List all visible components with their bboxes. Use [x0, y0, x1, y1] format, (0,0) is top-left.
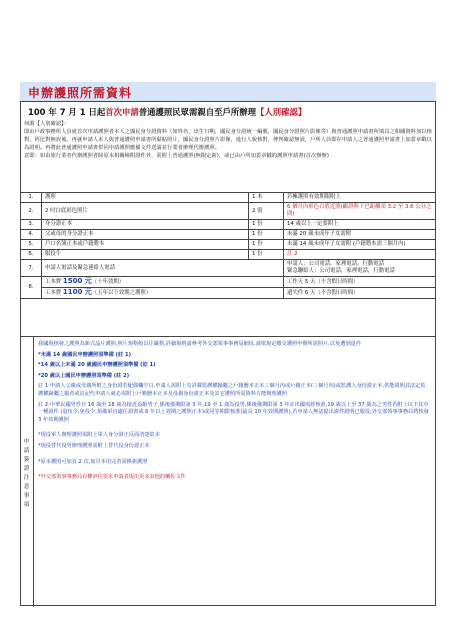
contact-applicant: 申請人：公司電話，家裡電話，行動電話 [287, 261, 385, 267]
row-no: 4. [21, 230, 42, 240]
notes-label: 申 請 簽 證 注 意 事 項 [20, 337, 34, 607]
row-note: 未滿 14 歲未成年子女需附 (戶籍謄本需三個月內) [284, 240, 436, 250]
subtitle-first: 首次申請 [105, 107, 139, 117]
table-row-fee [21, 288, 436, 299]
note-under-14: *未滿 14 歲國民申辦護照須準備 (註 1) [38, 351, 131, 358]
subtitle-verify: 【人別確認】 [255, 107, 307, 117]
table-row [21, 250, 436, 260]
row-qty: 1 份 [249, 240, 284, 250]
row-item: 父或母的身分證正本 [42, 230, 249, 240]
intro-heading: 何謂【人別確認】： [24, 121, 70, 127]
table-row [21, 220, 436, 230]
subtitle-date: 100 年 7 月 1 日起 [28, 107, 106, 117]
row-no: 5. [21, 240, 42, 250]
note-14-20: *14 歲以上未滿 20 歲國民申辦護照須準備 (註 1) [38, 362, 156, 369]
table-row [21, 193, 436, 203]
row-qty: 1 本 [249, 193, 284, 203]
title-bar [20, 82, 436, 102]
table-row-fee [21, 277, 436, 288]
fee-youth-days: 遺失件 6 天（不含假日時間） [284, 288, 436, 299]
note-alternative-service: *現役替代役男辦理護照需附上替代役身份證正本 [38, 442, 150, 449]
intro-section [24, 120, 432, 160]
contact-emergency: 緊急聯絡人：公司電話，家裡電話，行動電話 [287, 268, 395, 274]
note-over-20: *20 歲以上國民申辦護照須準備 (註 2) [38, 372, 130, 379]
notes-section [20, 336, 436, 606]
row-note: 若擁護照有效期限附上 [284, 193, 436, 203]
note-extra-pages: *原本護照可加貢 2 次,加頁本用完者需換新護照 [38, 458, 148, 465]
fee-youth: 工本費 1100 元（五年以下效期之護照） [42, 288, 284, 299]
note-photo: 我國現核發之護照為新式晶片護照,照片規格較以往嚴格,詳細規格請參考外交部領事事務局網址,請依規定繳交護照申辦所需照片,以免遭到退件 [38, 341, 362, 347]
fee-normal-days: 工作天 5 天（不含假日時間） [284, 277, 436, 288]
row-item: 身分證正本 [42, 220, 249, 230]
table-row [21, 230, 436, 240]
subtitle-rest: 普通護照民眾需親自至戶所辦理 [138, 107, 256, 117]
row-no: 1. [21, 193, 42, 203]
row-item: 護照 [42, 193, 249, 203]
row-no: 8. [21, 277, 42, 299]
table-row [21, 240, 436, 250]
note-footnote-1: 註 1:申請人父親或母親所附之身份證若配偶欄空白,申請人需附上有詳載監護權歸屬之戶籍謄本正本三個月內或戶籍正本(三個月內)或監護人身份證正本,供能證明其法定監護權歸屬之親者或註記代申請人就必需附上戶籍謄本正本及母親身份證正本及其它護照所需資料方能辦理護照 [38, 383, 426, 397]
note-footnote-2: 註 2:中華民國男性自 16 歲至 18 歲為接近役齡男子,係後備期限第 3 年,19 至 1 歲為役男,係後備期限第 3 年註出國需經核准,19 歲以上至 37 歲為之男性若附上以下其中一種證件 (退伍令,免役令,預備軍官適任證書或 6 年以上效期之護照正本)或同等期限核准(最長 10 年效期護照),若申請人無法提出證件證明已服役,外交部領事事務局將核發 3 年效期護照 [38, 401, 429, 423]
subtitle [28, 106, 306, 118]
row-qty: 2 張 [249, 203, 284, 220]
note-additional-docs: *外交部領事事務局有權評估要求申請者提出更多其他的輔佐文件 [38, 474, 186, 481]
requirements-table [20, 192, 436, 299]
row-no: 3. [21, 220, 42, 230]
table-row-contact [21, 260, 436, 277]
row-note: 14 歲以上一定要附上 [284, 220, 436, 230]
intro-paragraph-1: 即由戶政事務所人員就首次申請護照者本人之國民身分證資料（如姓名，出生日期，國民身分證統一編號，國民身分證照片影像等）與普通護照申請書所填具之相關資料加以核對，經比對無誤後，再就申請人本人與普通護照申請書所黏貼照片，國民身分證照片影像，進行人貌核對，俾判確認無誤，戶所人員即在申請人之普通護照申請書上加蓋章戳以為證明。再將此普通護照申請書併同申請護照應備文件送請並行業者辦理代辦護照。 [24, 129, 432, 151]
intro-paragraph-2: 意即：如由旅行業者代辦護照者除原本相關檢附證件外，需附上普通護照(無限定新)，或已由戶所加蓋章戳的護照申請書(首次辦辦) [24, 153, 329, 159]
row-item: 戶口名簿正本或戶籍謄本 [42, 240, 249, 250]
notes-body [38, 341, 430, 485]
row-item: 服役牛 [42, 250, 249, 260]
row-note: 未滿 20 歲未成年子女需附 [284, 230, 436, 240]
fee-normal: 工本費 1500 元（十年效期） [42, 277, 284, 288]
row-item: 2 吋白底彩色照片 [42, 203, 249, 220]
row-note: 6 個月內彩色白底近照(顧證與下巴距離須 3.2 至 3.6 公分之間) [284, 203, 436, 220]
row-no: 7. [21, 260, 42, 277]
row-note: 註 2 [284, 250, 436, 260]
table-row [21, 203, 436, 220]
row-qty: 1 份 [249, 220, 284, 230]
row-no: 2. [21, 203, 42, 220]
row-no: 6. [21, 250, 42, 260]
contact-details [284, 260, 436, 277]
row-qty: 1 份 [249, 230, 284, 240]
note-military: *現役軍人辦理護照需附上軍人身分證正反面清楚影本 [38, 432, 160, 439]
row-item: 申請人電話及緊急連絡人電話 [42, 260, 284, 277]
page-title: 申辦護照所需資料 [28, 86, 133, 100]
row-qty: 1 份 [249, 250, 284, 260]
